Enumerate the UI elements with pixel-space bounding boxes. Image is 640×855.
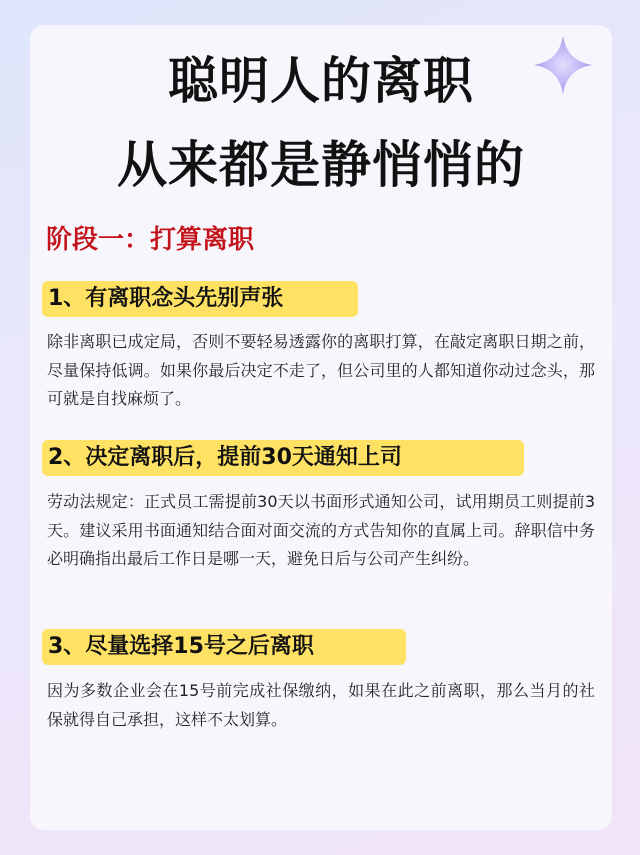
- page-title-line-1: 聪明人的离职: [168, 52, 474, 110]
- stage-label: 阶段一：打算离职: [46, 225, 255, 255]
- section-2-body: 劳动法规定：正式员工需提前30天以书面形式通知公司，试用期员工则提前3天。建议采用书面通知结合面对面交流的方式告知你的直属上司。辞职信中务必明确指出最后工作日是哪一天，避免日后与公司产生纠纷。: [47, 492, 595, 568]
- section-2-heading: 2、决定离职后，提前30天通知上司: [42, 440, 524, 476]
- section-1-heading: 1、有离职念头先别声张: [42, 281, 358, 317]
- section-3-heading: 3、尽量选择15号之后离职: [42, 629, 406, 665]
- section-3-body: 因为多数企业会在15号前完成社保缴纳，如果在此之前离职，那么当月的社保就得自己承担，这样不太划算。: [47, 681, 595, 729]
- page-title-line-2: 从来都是静悄悄的: [117, 136, 525, 194]
- section-1-body: 除非离职已成定局，否则不要轻易透露你的离职打算，在敲定离职日期之前，尽量保持低调。如果你最后决定不走了，但公司里的人都知道你动过念头，那可就是自找麻烦了。: [47, 332, 595, 408]
